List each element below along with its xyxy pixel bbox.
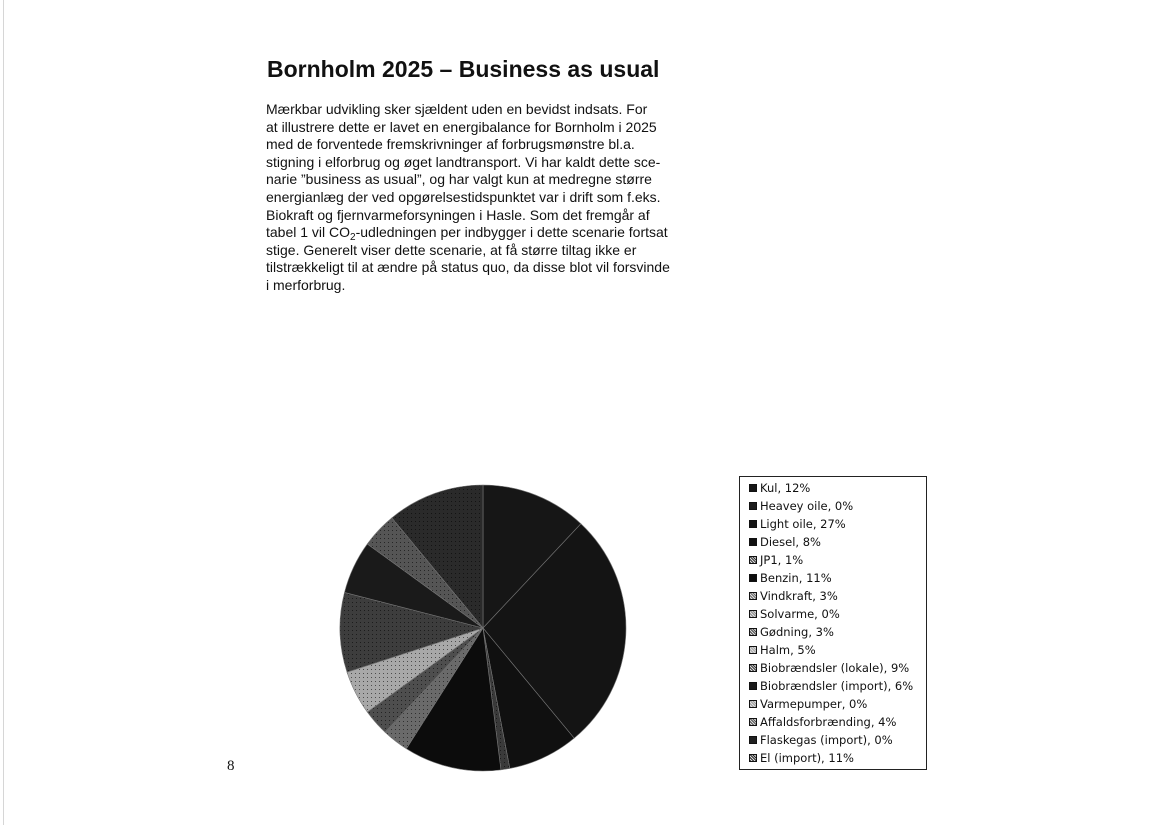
legend-label: Flaskegas (import), 0% <box>760 733 893 747</box>
legend-swatch <box>749 502 757 510</box>
page-number: 8 <box>227 758 235 774</box>
legend-swatch <box>749 628 757 636</box>
chart-legend <box>739 476 927 770</box>
legend-item <box>749 569 926 587</box>
legend-label: Affaldsforbrænding, 4% <box>760 715 897 729</box>
legend-item <box>749 587 926 605</box>
paragraph-line: i merforbrug. <box>266 276 346 293</box>
legend-label: Biobrændsler (lokale), 9% <box>760 661 910 675</box>
legend-item <box>749 623 926 641</box>
legend-swatch <box>749 736 757 744</box>
paragraph-line: stigning i elforbrug og øget landtransport. Vi har kaldt dette sce- <box>266 153 661 170</box>
legend-item <box>749 551 926 569</box>
legend-item <box>749 695 926 713</box>
legend-swatch <box>749 556 757 564</box>
legend-swatch <box>749 592 757 600</box>
legend-label: El (import), 11% <box>760 751 854 765</box>
legend-item <box>749 659 926 677</box>
legend-item <box>749 479 926 497</box>
legend-label: Vindkraft, 3% <box>760 589 838 603</box>
legend-swatch <box>749 682 757 690</box>
paragraph-line: Mærkbar udvikling sker sjældent uden en bevidst indsats. For <box>266 101 648 117</box>
co2-subscript: 2 <box>350 232 356 244</box>
legend-label: Kul, 12% <box>760 481 811 495</box>
legend-swatch <box>749 538 757 546</box>
legend-item <box>749 713 926 731</box>
legend-label: Heavey oile, 0% <box>760 499 854 513</box>
body-paragraph <box>266 101 706 295</box>
legend-item <box>749 731 926 749</box>
legend-item <box>749 533 926 551</box>
paragraph-line: Biokraft og fjernvarmeforsyningen i Hasle. Som det fremgår af <box>266 206 650 223</box>
legend-swatch <box>749 520 757 528</box>
paragraph-line: at illustrere dette er lavet en energibalance for Bornholm i 2025 <box>266 118 657 135</box>
legend-swatch <box>749 484 757 492</box>
paragraph-line: narie ”business as usual”, og har valgt kun at medregne større <box>266 171 652 188</box>
paragraph-line: energianlæg der ved opgørelsestidspunktet var i drift som f.eks. <box>266 188 661 205</box>
legend-label: Varmepumper, 0% <box>760 697 868 711</box>
pie-chart <box>335 480 631 776</box>
legend-label: JP1, 1% <box>760 553 804 567</box>
legend-item <box>749 677 926 695</box>
legend-swatch <box>749 646 757 654</box>
co2-text-after: -udledningen per indbygger i dette scenarie fortsat <box>355 224 668 241</box>
legend-label: Halm, 5% <box>760 643 816 657</box>
co2-text-before: tabel 1 vil CO <box>266 224 351 241</box>
legend-item <box>749 497 926 515</box>
paragraph-line: stige. Generelt viser dette scenarie, at få større tiltag ikke er <box>266 241 637 258</box>
legend-swatch <box>749 664 757 672</box>
legend-item <box>749 605 926 623</box>
pie-chart-svg <box>335 480 631 776</box>
legend-label: Solvarme, 0% <box>760 607 840 621</box>
legend-item <box>749 641 926 659</box>
legend-label: Gødning, 3% <box>760 625 834 639</box>
paragraph-line: med de forventede fremskrivninger af forbrugsmønstre bl.a. <box>266 136 635 153</box>
paragraph-line-co2 <box>266 224 706 242</box>
legend-label: Diesel, 8% <box>760 535 821 549</box>
page-title: Bornholm 2025 – Business as usual <box>267 56 660 82</box>
legend-item <box>749 515 926 533</box>
legend-swatch <box>749 610 757 618</box>
legend-label: Biobrændsler (import), 6% <box>760 679 914 693</box>
legend-swatch <box>749 718 757 726</box>
page-edge <box>3 0 4 825</box>
legend-label: Light oile, 27% <box>760 517 846 531</box>
paragraph-line: tilstrækkeligt til at ændre på status quo, da disse blot vil forsvinde <box>266 259 670 276</box>
legend-swatch <box>749 700 757 708</box>
legend-swatch <box>749 574 757 582</box>
legend-label: Benzin, 11% <box>760 571 832 585</box>
legend-item <box>749 749 926 767</box>
legend-swatch <box>749 754 757 762</box>
